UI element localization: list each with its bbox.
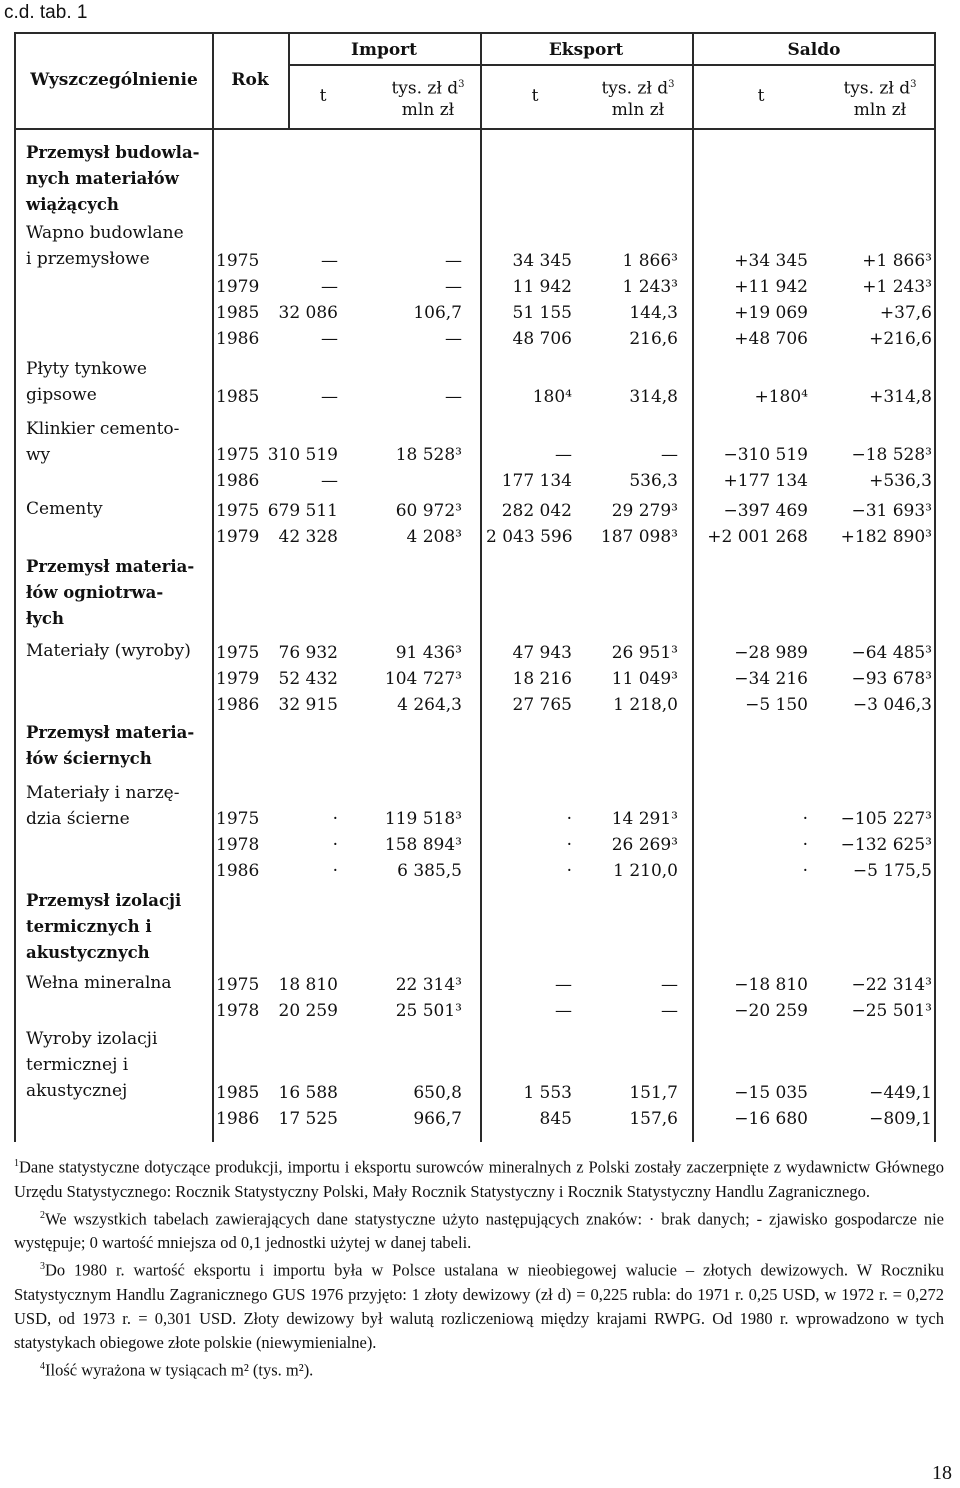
table-row (16, 640, 934, 666)
cell-imp-v: 104 727³ (384, 669, 462, 689)
cell-sal-v: −3 046,3 (852, 695, 932, 715)
cell-exp-t: 282 042 (501, 501, 572, 521)
cell-sal-t: +11 942 (734, 277, 808, 297)
row-label: Wełna mineralna (26, 973, 172, 993)
cell-exp-v: 1 218,0 (613, 695, 678, 715)
table-row (16, 442, 934, 468)
footnote-number: 4 (40, 1360, 45, 1372)
header-saldo: Saldo (787, 40, 841, 60)
footnote (14, 1204, 944, 1256)
cell-imp-t: 17 525 (278, 1109, 338, 1129)
cell-rok: 1975 (216, 445, 260, 465)
cell-rok: 1985 (216, 303, 260, 323)
cell-exp-t: 180⁴ (532, 387, 572, 407)
unit-sup: 3 (910, 79, 917, 90)
table-row (16, 498, 934, 524)
cell-sal-t: · (802, 835, 808, 855)
table-row (16, 972, 934, 998)
table-row (16, 832, 934, 858)
cell-exp-t: · (566, 835, 572, 855)
row-label: Przemysł materia- łów ogniotrwa- łych (26, 557, 195, 628)
footnote-text: We wszystkich tabelach zawierających dane statystyczne użyto następujących znaków: · brak danych; - zjawisko gospodarcze nie występuje; 0 wartość mniejsza od 0,1 jednostki użytej w danej tabeli. (14, 1209, 944, 1252)
unit-line2: mln zł (401, 99, 455, 120)
cell-imp-v: 4 208³ (406, 527, 462, 547)
cell-sal-t: −397 469 (723, 501, 808, 521)
cell-rok: 1986 (216, 471, 260, 491)
cell-sal-v: −93 678³ (851, 669, 932, 689)
table-row (16, 384, 934, 410)
cell-imp-v: 18 528³ (395, 445, 462, 465)
cell-exp-v: 144,3 (629, 303, 678, 323)
cell-sal-t: −16 680 (734, 1109, 808, 1129)
header-unit-t: t (757, 86, 765, 106)
data-table (14, 32, 936, 1142)
cell-rok: 1979 (216, 527, 260, 547)
cell-rok: 1986 (216, 695, 260, 715)
header-unit-value (586, 74, 690, 121)
cell-exp-v: 1 210,0 (613, 861, 678, 881)
cell-exp-t: 1 553 (523, 1083, 572, 1103)
cell-imp-v: 60 972³ (395, 501, 462, 521)
cell-exp-t: 11 942 (512, 277, 572, 297)
cell-imp-v: — (445, 329, 462, 349)
cell-sal-t: −34 216 (734, 669, 808, 689)
cell-exp-v: 157,6 (629, 1109, 678, 1129)
table-row (16, 300, 934, 326)
row-label: Materiały (wyroby) (26, 641, 191, 661)
footnote-number: 1 (14, 1158, 19, 1169)
cell-exp-t: 2 043 596 (486, 527, 573, 547)
header-unit-t: t (319, 86, 327, 106)
cell-imp-v: — (445, 251, 462, 271)
cell-rok: 1975 (216, 501, 260, 521)
cell-imp-v: 6 385,5 (397, 861, 462, 881)
cell-exp-v: 26 269³ (611, 835, 678, 855)
cell-imp-t: 32 086 (278, 303, 338, 323)
cell-sal-t: −310 519 (723, 445, 808, 465)
cell-exp-v: 1 243³ (622, 277, 678, 297)
cell-exp-t: 27 765 (512, 695, 572, 715)
cell-rok: 1978 (216, 1001, 260, 1021)
table-continuation-label: c.d. tab. 1 (4, 2, 88, 23)
cell-sal-v: −5 175,5 (852, 861, 932, 881)
header-import: Import (351, 40, 417, 60)
cell-imp-t: — (321, 387, 338, 407)
cell-rok: 1975 (216, 975, 260, 995)
header-wyszczegolnienie: Wyszczególnienie (30, 70, 198, 90)
cell-sal-t: −28 989 (734, 643, 808, 663)
cell-sal-v: −105 227³ (840, 809, 932, 829)
cell-sal-v: +1 243³ (862, 277, 932, 297)
row-label: Przemysł budowla- nych materiałów wiążących (26, 143, 200, 214)
header-bottom-rule (16, 128, 934, 130)
cell-rok: 1985 (216, 1083, 260, 1103)
row-label: Wapno budowlane i przemysłowe (26, 223, 184, 269)
cell-exp-t: · (566, 861, 572, 881)
cell-rok: 1985 (216, 387, 260, 407)
cell-sal-t: +177 134 (723, 471, 808, 491)
cell-sal-t: · (802, 809, 808, 829)
unit-line2: mln zł (611, 99, 665, 120)
cell-exp-v: 1 866³ (622, 251, 678, 271)
unit-line2: mln zł (853, 99, 907, 120)
cell-exp-v: — (661, 975, 678, 995)
cell-rok: 1975 (216, 643, 260, 663)
header-rule (288, 64, 934, 66)
table-row (16, 998, 934, 1024)
cell-sal-t: −15 035 (734, 1083, 808, 1103)
cell-rok: 1979 (216, 277, 260, 297)
cell-imp-t: 52 432 (278, 669, 338, 689)
cell-imp-t: 679 511 (267, 501, 338, 521)
cell-exp-v: 26 951³ (611, 643, 678, 663)
cell-sal-t: −20 259 (734, 1001, 808, 1021)
cell-sal-v: −18 528³ (851, 445, 932, 465)
row-label: Materiały i narzę- dzia ścierne (26, 783, 180, 829)
footnote-text: Dane statystyczne dotyczące produkcji, importu i eksportu surowców mineralnych z Polski zostały zaczerpnięte z wydawnictw Głównego Urzędu Statystycznego: Rocznik Statystyczny Polski, Mały Rocznik Statystyczny i Rocznik Statystyczny Handlu Zagranicznego. (14, 1157, 944, 1201)
table-row (16, 806, 934, 832)
cell-rok: 1986 (216, 861, 260, 881)
row-label: Klinkier cemento- wy (26, 419, 180, 465)
cell-sal-t: +180⁴ (754, 387, 808, 407)
cell-rok: 1975 (216, 251, 260, 271)
cell-imp-t: 18 810 (278, 975, 338, 995)
cell-sal-v: +182 890³ (840, 527, 932, 547)
table-row (16, 274, 934, 300)
cell-rok: 1986 (216, 329, 260, 349)
header-unit-value (378, 74, 478, 121)
cell-imp-v: 91 436³ (395, 643, 462, 663)
cell-exp-t: 34 345 (512, 251, 572, 271)
cell-imp-v: 106,7 (413, 303, 462, 323)
cell-exp-v: — (661, 445, 678, 465)
cell-sal-v: −25 501³ (851, 1001, 932, 1021)
cell-imp-t: 32 915 (278, 695, 338, 715)
cell-rok: 1975 (216, 809, 260, 829)
cell-exp-v: 536,3 (629, 471, 678, 491)
table-row (16, 524, 934, 550)
cell-sal-t: +48 706 (734, 329, 808, 349)
cell-sal-t: +34 345 (734, 251, 808, 271)
cell-sal-v: +1 866³ (862, 251, 932, 271)
cell-sal-v: −64 485³ (851, 643, 932, 663)
footnotes (14, 1152, 944, 1382)
cell-imp-v: 966,7 (413, 1109, 462, 1129)
unit-line1: tys. zł d (843, 78, 911, 99)
footnote-text: Ilość wyrażona w tysiącach m² (tys. m²). (45, 1360, 314, 1379)
footnote-number: 2 (40, 1209, 45, 1221)
cell-sal-t: +2 001 268 (707, 527, 808, 547)
footnote (14, 1355, 944, 1383)
table-row (16, 326, 934, 352)
cell-imp-v: 22 314³ (395, 975, 462, 995)
row-label: Przemysł materia- łów ściernych (26, 723, 195, 768)
cell-imp-t: — (321, 277, 338, 297)
table-row (16, 1080, 934, 1106)
cell-sal-t: −5 150 (745, 695, 808, 715)
row-label: Płyty tynkowe gipsowe (26, 359, 147, 405)
header-unit-t: t (531, 86, 539, 106)
cell-exp-v: — (661, 1001, 678, 1021)
cell-sal-t: · (802, 861, 808, 881)
row-label: Cementy (26, 499, 103, 519)
cell-exp-v: 187 098³ (600, 527, 678, 547)
page-number: 18 (932, 1462, 952, 1484)
cell-imp-v: — (445, 387, 462, 407)
cell-sal-v: −132 625³ (840, 835, 932, 855)
cell-sal-v: −31 693³ (851, 501, 932, 521)
row-label: Przemysł izolacji termicznych i akustycznych (26, 891, 182, 962)
unit-line1: tys. zł d (391, 78, 459, 99)
table-row (16, 248, 934, 274)
cell-exp-t: · (566, 809, 572, 829)
header-rok: Rok (231, 70, 269, 90)
cell-imp-v: 4 264,3 (397, 695, 462, 715)
cell-exp-t: — (555, 445, 572, 465)
cell-imp-t: — (321, 329, 338, 349)
table-row (16, 468, 934, 494)
header-unit-value (828, 74, 932, 121)
cell-exp-v: 216,6 (629, 329, 678, 349)
cell-rok: 1978 (216, 835, 260, 855)
cell-imp-t: — (321, 471, 338, 491)
cell-rok: 1986 (216, 1109, 260, 1129)
cell-sal-v: +536,3 (869, 471, 932, 491)
cell-sal-t: −18 810 (734, 975, 808, 995)
cell-exp-t: 845 (539, 1109, 572, 1129)
cell-imp-t: 16 588 (278, 1083, 338, 1103)
cell-imp-t: · (332, 835, 338, 855)
cell-exp-v: 11 049³ (611, 669, 678, 689)
cell-exp-t: — (555, 975, 572, 995)
unit-line1: tys. zł d (601, 78, 669, 99)
cell-imp-v: 25 501³ (395, 1001, 462, 1021)
cell-rok: 1979 (216, 669, 260, 689)
footnote-number: 3 (40, 1261, 45, 1272)
cell-sal-v: +216,6 (869, 329, 932, 349)
footnote-text: Do 1980 r. wartość eksportu i importu była w Polsce ustalana w nieobiegowej walucie – złotych dewizowych. W Roczniku Statystycznym Handlu Zagranicznego GUS 1976 przyjęto: 1 złoty dewizowy (zł d) = 0,225 rubla: do 1971 r. 0,25 USD, w 1972 r. = 0,272 USD, od 1973 r. = 0,301 USD. Złoty dewizowy był walutą rozliczeniową między krajami RWPG. Od 1980 r. wprowadzono w tych statystykach obiegowe złote polskie (niewymienialne). (14, 1260, 944, 1352)
header-eksport: Eksport (548, 40, 624, 60)
cell-imp-t: 310 519 (267, 445, 338, 465)
footnote (14, 1255, 944, 1355)
table-row (16, 692, 934, 718)
cell-imp-v: 158 894³ (384, 835, 462, 855)
cell-sal-v: −22 314³ (851, 975, 932, 995)
cell-imp-t: 20 259 (278, 1001, 338, 1021)
cell-imp-t: — (321, 251, 338, 271)
cell-imp-v: — (445, 277, 462, 297)
table-row (16, 1106, 934, 1132)
cell-sal-v: +314,8 (869, 387, 932, 407)
cell-exp-t: 18 216 (512, 669, 572, 689)
cell-exp-v: 29 279³ (611, 501, 678, 521)
cell-exp-t: 177 134 (501, 471, 572, 491)
row-label: Wyroby izolacji termicznej i akustycznej (26, 1029, 158, 1101)
cell-imp-t: · (332, 861, 338, 881)
cell-imp-t: 42 328 (278, 527, 338, 547)
cell-imp-t: 76 932 (278, 643, 338, 663)
cell-imp-t: · (332, 809, 338, 829)
cell-exp-v: 151,7 (629, 1083, 678, 1103)
table-row (16, 858, 934, 884)
cell-sal-v: −449,1 (869, 1083, 932, 1103)
table-row (16, 666, 934, 692)
footnote (14, 1152, 944, 1204)
cell-imp-v: 119 518³ (384, 809, 462, 829)
cell-exp-t: 51 155 (512, 303, 572, 323)
unit-sup: 3 (458, 79, 465, 90)
cell-exp-t: 47 943 (512, 643, 572, 663)
cell-exp-t: — (555, 1001, 572, 1021)
cell-sal-v: +37,6 (879, 303, 932, 323)
cell-exp-t: 48 706 (512, 329, 572, 349)
cell-exp-v: 314,8 (629, 387, 678, 407)
cell-exp-v: 14 291³ (611, 809, 678, 829)
cell-sal-t: +19 069 (734, 303, 808, 323)
cell-sal-v: −809,1 (869, 1109, 932, 1129)
unit-sup: 3 (668, 79, 675, 90)
cell-imp-v: 650,8 (413, 1083, 462, 1103)
